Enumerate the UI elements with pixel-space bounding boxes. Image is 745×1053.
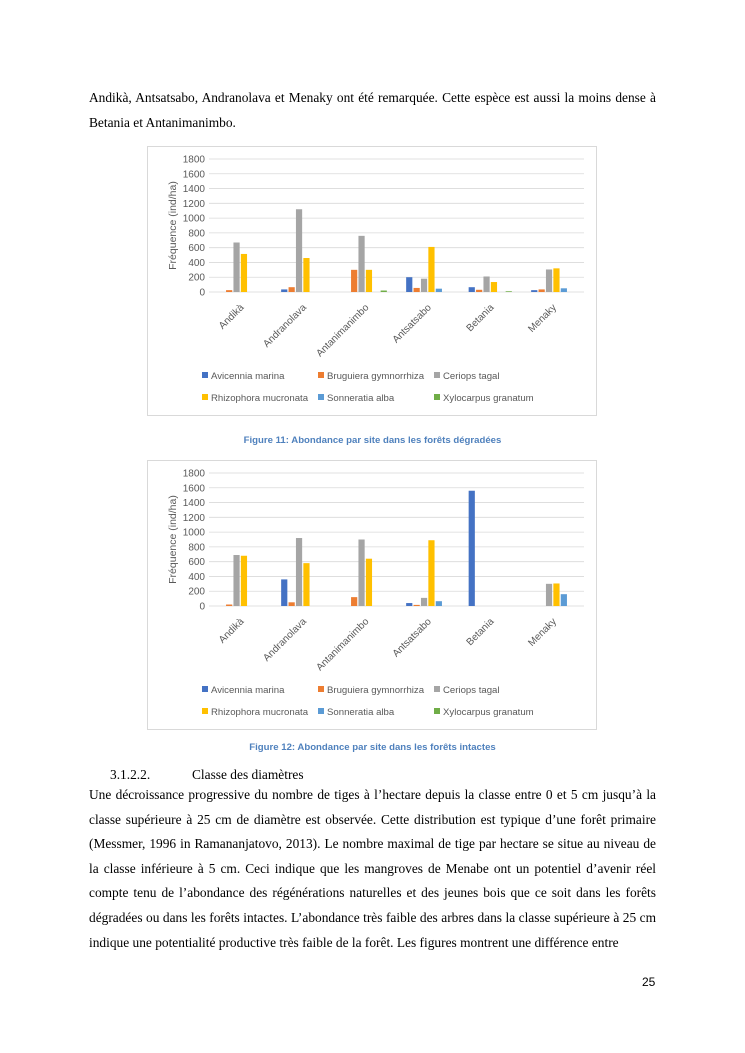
legend-label: Sonneratia alba [327,393,395,404]
bar [303,563,309,606]
bar [233,242,239,292]
legend-item [434,707,534,718]
legend-swatch [434,394,440,400]
legend-label: Rhizophora mucronata [211,393,309,404]
bar [546,584,552,606]
legend-item [202,685,284,696]
bar [414,605,420,606]
bar [421,598,427,606]
legend-swatch [202,372,208,378]
legend-item [318,393,394,404]
y-tick-label: 400 [188,571,205,583]
x-tick-label: Andikà [216,302,247,332]
x-tick-label: Andranolava [261,302,309,350]
page-number: 25 [642,975,656,989]
legend-label: Xylocarpus granatum [443,393,534,404]
bar [289,602,295,606]
chart-figure-12 [147,460,597,730]
bar [351,270,357,292]
legend-label: Avicennia marina [211,685,285,696]
legend-item [202,393,308,404]
bar [366,559,372,606]
bar [226,290,232,292]
bar [531,290,537,292]
x-tick-label: Antanimanimbo [314,302,372,360]
x-tick-label: Betania [464,302,497,335]
bar [358,236,364,292]
y-tick-label: 400 [188,257,205,269]
bar [296,538,302,606]
x-tick-label: Antsatsabo [390,616,434,660]
legend-item [434,371,500,382]
x-tick-label: Andikà [216,616,247,646]
y-tick-label: 1600 [182,169,205,181]
x-tick-label: Menaky [526,616,559,649]
bar [428,540,434,606]
bar [506,291,512,292]
section-number: 3.1.2.2. [110,767,151,782]
legend-item [202,371,284,382]
y-axis-label: Fréquence (ind/ha) [167,495,179,584]
intro-paragraph: Andikà, Antsatsabo, Andranolava et Menaky ont été remarquée. Cette espèce est aussi la moins dense à Betania et Antanimanimbo. [89,90,656,130]
bar [296,209,302,292]
y-tick-label: 1600 [182,483,205,495]
y-tick-label: 1200 [182,198,205,210]
x-tick-label: Andranolava [261,616,309,664]
legend-swatch [318,708,324,714]
y-tick-label: 800 [188,228,205,240]
legend-swatch [202,394,208,400]
bar [436,601,442,606]
legend-swatch [318,394,324,400]
bar [226,605,232,606]
legend-item [202,707,308,718]
bar [553,583,559,606]
legend-swatch [318,686,324,692]
legend-label: Ceriops tagal [443,371,500,382]
legend-label: Ceriops tagal [443,685,500,696]
bar [476,290,482,292]
bar [303,258,309,292]
legend-item [318,371,424,382]
figure-12-caption: Figure 12: Abondance par site dans les forêts intactes [249,742,496,753]
legend-label: Xylocarpus granatum [443,707,534,718]
chart-figure-11 [147,146,597,416]
bar [281,579,287,606]
bar [491,282,497,292]
bar [553,268,559,292]
y-tick-label: 0 [199,287,205,299]
legend-label: Sonneratia alba [327,707,395,718]
y-tick-label: 600 [188,557,205,569]
x-tick-label: Antanimanimbo [314,616,372,674]
section-heading [110,767,304,783]
legend-item [318,685,424,696]
x-tick-label: Antsatsabo [390,302,434,346]
legend-swatch [318,372,324,378]
legend-swatch [434,708,440,714]
bar [561,288,567,292]
y-tick-label: 600 [188,243,205,255]
y-tick-label: 1000 [182,213,205,225]
bar [241,254,247,292]
bar [421,279,427,292]
legend-label: Bruguiera gymnorrhiza [327,371,425,382]
bar [436,289,442,292]
y-tick-label: 1800 [182,154,205,166]
bar [281,289,287,292]
legend-label: Rhizophora mucronata [211,707,309,718]
legend-item [434,685,500,696]
x-tick-label: Menaky [526,302,559,335]
y-tick-label: 1000 [182,527,205,539]
bar [469,287,475,292]
bar [358,540,364,607]
y-tick-label: 200 [188,586,205,598]
bar [406,277,412,292]
legend-label: Bruguiera gymnorrhiza [327,685,425,696]
legend-swatch [434,372,440,378]
y-tick-label: 1400 [182,498,205,510]
bar [406,603,412,606]
y-tick-label: 1400 [182,184,205,196]
y-tick-label: 800 [188,542,205,554]
bar [414,288,420,292]
y-tick-label: 1800 [182,468,205,480]
bar [539,289,545,292]
legend-swatch [202,686,208,692]
bar [381,291,387,292]
bar [366,270,372,292]
bar [483,276,489,292]
x-tick-label: Betania [464,616,497,649]
bar [351,597,357,606]
legend-swatch [434,686,440,692]
section-title: Classe des diamètres [192,767,304,782]
bar [233,555,239,606]
legend-swatch [202,708,208,714]
y-tick-label: 200 [188,272,205,284]
y-tick-label: 0 [199,601,205,613]
figure-11-caption: Figure 11: Abondance par site dans les forêts dégradées [243,435,502,446]
bar [546,269,552,292]
bar [469,491,475,606]
y-tick-label: 1200 [182,512,205,524]
bar [428,247,434,292]
legend-item [318,707,394,718]
y-axis-label: Fréquence (ind/ha) [167,181,179,270]
bar [241,556,247,606]
legend-label: Avicennia marina [211,371,285,382]
bar [289,287,295,292]
bar [561,594,567,606]
body-paragraph: Une décroissance progressive du nombre de tiges à l’hectare depuis la classe entre 0 et 5 cm jusqu’à la classe supérieure à 25 cm de diamètre est observée. Cette distribution est typique d’une forêt primaire (Messmer, 1996 in Ramananjatovo, 2013). Le nombre maximal de tige par hectare se situe au niveau de la classe inférieure à 5 cm. Ceci indique que les mangroves de Menabe ont un potentiel d’avenir réel compte tenu de l’abondance des régénérations naturelles et des jeunes bois que ce soit dans les forêts dégradées ou dans les forêts intactes. L’abondance très faible des arbres dans la classe supérieure à 25 cm indique une potentialité productive très faible de la forêt. Les figures montrent une différence entre [89,787,656,950]
legend-item [434,393,534,404]
